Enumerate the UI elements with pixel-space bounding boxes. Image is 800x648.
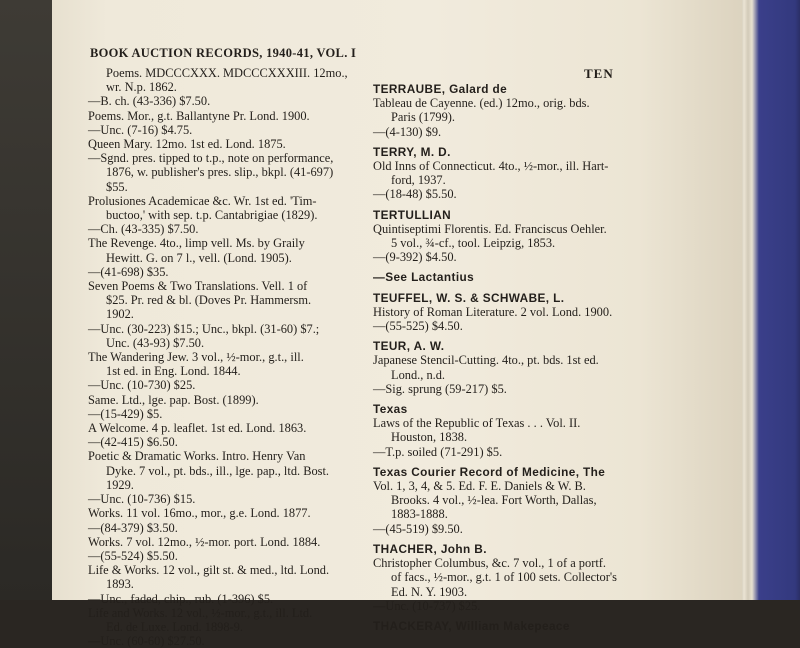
entry-line: Prolusiones Academicae &c. Wr. 1st ed. 'Tim- bbox=[88, 193, 317, 208]
entry-line: —(55-525) $4.50. bbox=[373, 319, 463, 334]
entry-line: Houston, 1838. bbox=[391, 430, 468, 445]
entry-line: —Sgnd. pres. tipped to t.p., note on performance, bbox=[88, 151, 334, 166]
entry-line: Works. 11 vol. 16mo., mor., g.e. Lond. 1877. bbox=[88, 506, 311, 521]
book-page-edges bbox=[735, 0, 800, 600]
entry-heading: —See Lactantius bbox=[373, 270, 475, 285]
entry-line: Lond., n.d. bbox=[391, 367, 446, 382]
entry-line: Life & Works. 12 vol., gilt st. & med., ltd. Lond. bbox=[88, 563, 330, 578]
entry-line: Christopher Columbus, &c. 7 vol., 1 of a portf. bbox=[373, 556, 606, 571]
entry-line: Tableau de Cayenne. (ed.) 12mo., orig. bds. bbox=[373, 96, 590, 111]
running-header: BOOK AUCTION RECORDS, 1940-41, VOL. I bbox=[90, 46, 357, 60]
entry-line: —(4-130) $9. bbox=[373, 124, 442, 139]
entry-line: ford, 1937. bbox=[391, 173, 446, 188]
entry-line: Quintiseptimi Florentis. Ed. Franciscus Oehler. bbox=[373, 221, 607, 236]
entry-line: Brooks. 4 vol., ½-lea. Fort Worth, Dallas, bbox=[391, 493, 597, 508]
entry-line: Dyke. 7 vol., pt. bds., ill., lge. pap., ltd. Bost. bbox=[106, 463, 330, 478]
entry-line: —(55-524) $5.50. bbox=[88, 548, 178, 563]
entry-line: Old Inns of Connecticut. 4to., ½-mor., ill. Hart- bbox=[373, 159, 609, 174]
entry-line: —(84-379) $3.50. bbox=[88, 520, 178, 535]
entry-line: wr. N.p. 1862. bbox=[106, 80, 177, 95]
entry-heading: TERTULLIAN bbox=[373, 207, 452, 222]
right-column bbox=[373, 76, 685, 633]
entry-line: —Unc. (60-60) $27.50. bbox=[88, 634, 205, 648]
entry-line: Vol. 1, 3, 4, & 5. Ed. F. E. Daniels & W. B. bbox=[373, 479, 586, 494]
entry-heading: Texas Courier Record of Medicine, The bbox=[373, 464, 606, 479]
entry-line: —Unc. (10-736) $15. bbox=[88, 492, 196, 507]
entry-line: Poetic & Dramatic Works. Intro. Henry Van bbox=[88, 449, 306, 464]
entry-line: —Ch. (43-335) $7.50. bbox=[88, 222, 199, 237]
entry-line: 5 vol., ¾-cf., tool. Leipzig, 1853. bbox=[391, 236, 556, 251]
entry-line: The Revenge. 4to., limp vell. Ms. by Graily bbox=[88, 236, 305, 251]
entry-heading: Texas bbox=[373, 402, 408, 417]
entry-heading: THACHER, John B. bbox=[373, 541, 487, 556]
entry-line: 1893. bbox=[106, 577, 134, 592]
entry-line: —(9-392) $4.50. bbox=[373, 250, 457, 265]
entry-line: Seven Poems & Two Translations. Vell. 1 of bbox=[88, 279, 308, 294]
entry-line: 1902. bbox=[106, 307, 134, 322]
entry-heading: TEUFFEL, W. S. & SCHWABE, L. bbox=[373, 290, 565, 305]
entry-line: Works. 7 vol. 12mo., ½-mor. port. Lond. 1884. bbox=[88, 534, 321, 549]
entry-line: —(41-698) $35. bbox=[88, 264, 169, 279]
entry-line: Hewitt. G. on 7 l., vell. (Lond. 1905). bbox=[106, 250, 292, 265]
entry-line: —Unc. (10-730) $25. bbox=[88, 378, 196, 393]
entry-line: Laws of the Republic of Texas . . . Vol. II. bbox=[373, 416, 581, 431]
entry-heading: TERRY, M. D. bbox=[373, 144, 451, 159]
entry-heading: TERRAUBE, Galard de bbox=[373, 82, 508, 96]
entry-line: 1929. bbox=[106, 477, 134, 492]
entry-line: Poems. Mor., g.t. Ballantyne Pr. Lond. 1900. bbox=[88, 108, 310, 123]
entry-line: —B. ch. (43-336) $7.50. bbox=[88, 94, 211, 109]
entry-line: Ed. N. Y. 1903. bbox=[391, 584, 468, 599]
entry-heading: TEUR, A. W. bbox=[373, 339, 445, 354]
entry-line: Paris (1799). bbox=[391, 110, 456, 125]
entry-line: —Sig. sprung (59-217) $5. bbox=[373, 381, 507, 396]
entry-line: of facs., ½-mor., g.t. 1 of 100 sets. Collector's bbox=[391, 570, 617, 585]
left-column bbox=[88, 66, 378, 648]
entry-line: —(45-519) $9.50. bbox=[373, 521, 463, 536]
entry-line: Poems. MDCCCXXX. MDCCCXXXIII. 12mo., bbox=[106, 66, 348, 80]
entry-line: 1st ed. in Eng. Lond. 1844. bbox=[106, 364, 241, 379]
table-surface bbox=[0, 0, 52, 600]
entry-line: Japanese Stencil-Cutting. 4to., pt. bds. 1st ed. bbox=[373, 353, 599, 368]
entry-line: History of Roman Literature. 2 vol. Lond. 1900. bbox=[373, 304, 613, 319]
entry-line: 1876, w. publisher's pres. slip., bkpl. (41-697) bbox=[106, 165, 334, 180]
entry-line: Queen Mary. 12mo. 1st ed. Lond. 1875. bbox=[88, 137, 286, 152]
entry-line: $55. bbox=[106, 179, 128, 194]
entry-line: Unc. (43-93) $7.50. bbox=[106, 335, 205, 350]
entry-line: $25. Pr. red & bl. (Doves Pr. Hammersm. bbox=[106, 293, 312, 308]
entry-line: —Unc., faded, chip., rub. (1-396) $5. bbox=[88, 591, 274, 606]
entry-line: Same. Ltd., lge. pap. Bost. (1899). bbox=[88, 392, 259, 407]
book-page bbox=[52, 0, 742, 648]
entry-line: The Wandering Jew. 3 vol., ½-mor., g.t., ill. bbox=[88, 350, 304, 365]
entry-line: —(42-415) $6.50. bbox=[88, 435, 178, 450]
entry-line: —Unc. (10-737) $25. bbox=[373, 598, 481, 613]
entry-line: buctoo,' with sep. t.p. Cantabrigiae (1829). bbox=[106, 208, 318, 223]
entry-line: —Unc. (30-223) $15.; Unc., bkpl. (31-60) $7.; bbox=[88, 321, 320, 336]
entry-line: 1883-1888. bbox=[391, 507, 448, 522]
entry-line: —(18-48) $5.50. bbox=[373, 187, 457, 202]
section-label: TEN bbox=[584, 66, 614, 81]
entry-heading: THACKERAY, William Makepeace bbox=[373, 618, 570, 633]
entry-line: —T.p. soiled (71-291) $5. bbox=[373, 444, 503, 459]
entry-line: —(15-429) $5. bbox=[88, 406, 163, 421]
entry-line: Life and Works. 12 vol., ½-mor., g.t., ill. Ltd. bbox=[88, 605, 313, 620]
entry-line: A Welcome. 4 p. leaflet. 1st ed. Lond. 1863. bbox=[88, 421, 307, 436]
entry-line: Ed. de Luxe. Lond. 1898-9. bbox=[106, 619, 243, 634]
entry-line: —Unc. (7-16) $4.75. bbox=[88, 122, 193, 137]
